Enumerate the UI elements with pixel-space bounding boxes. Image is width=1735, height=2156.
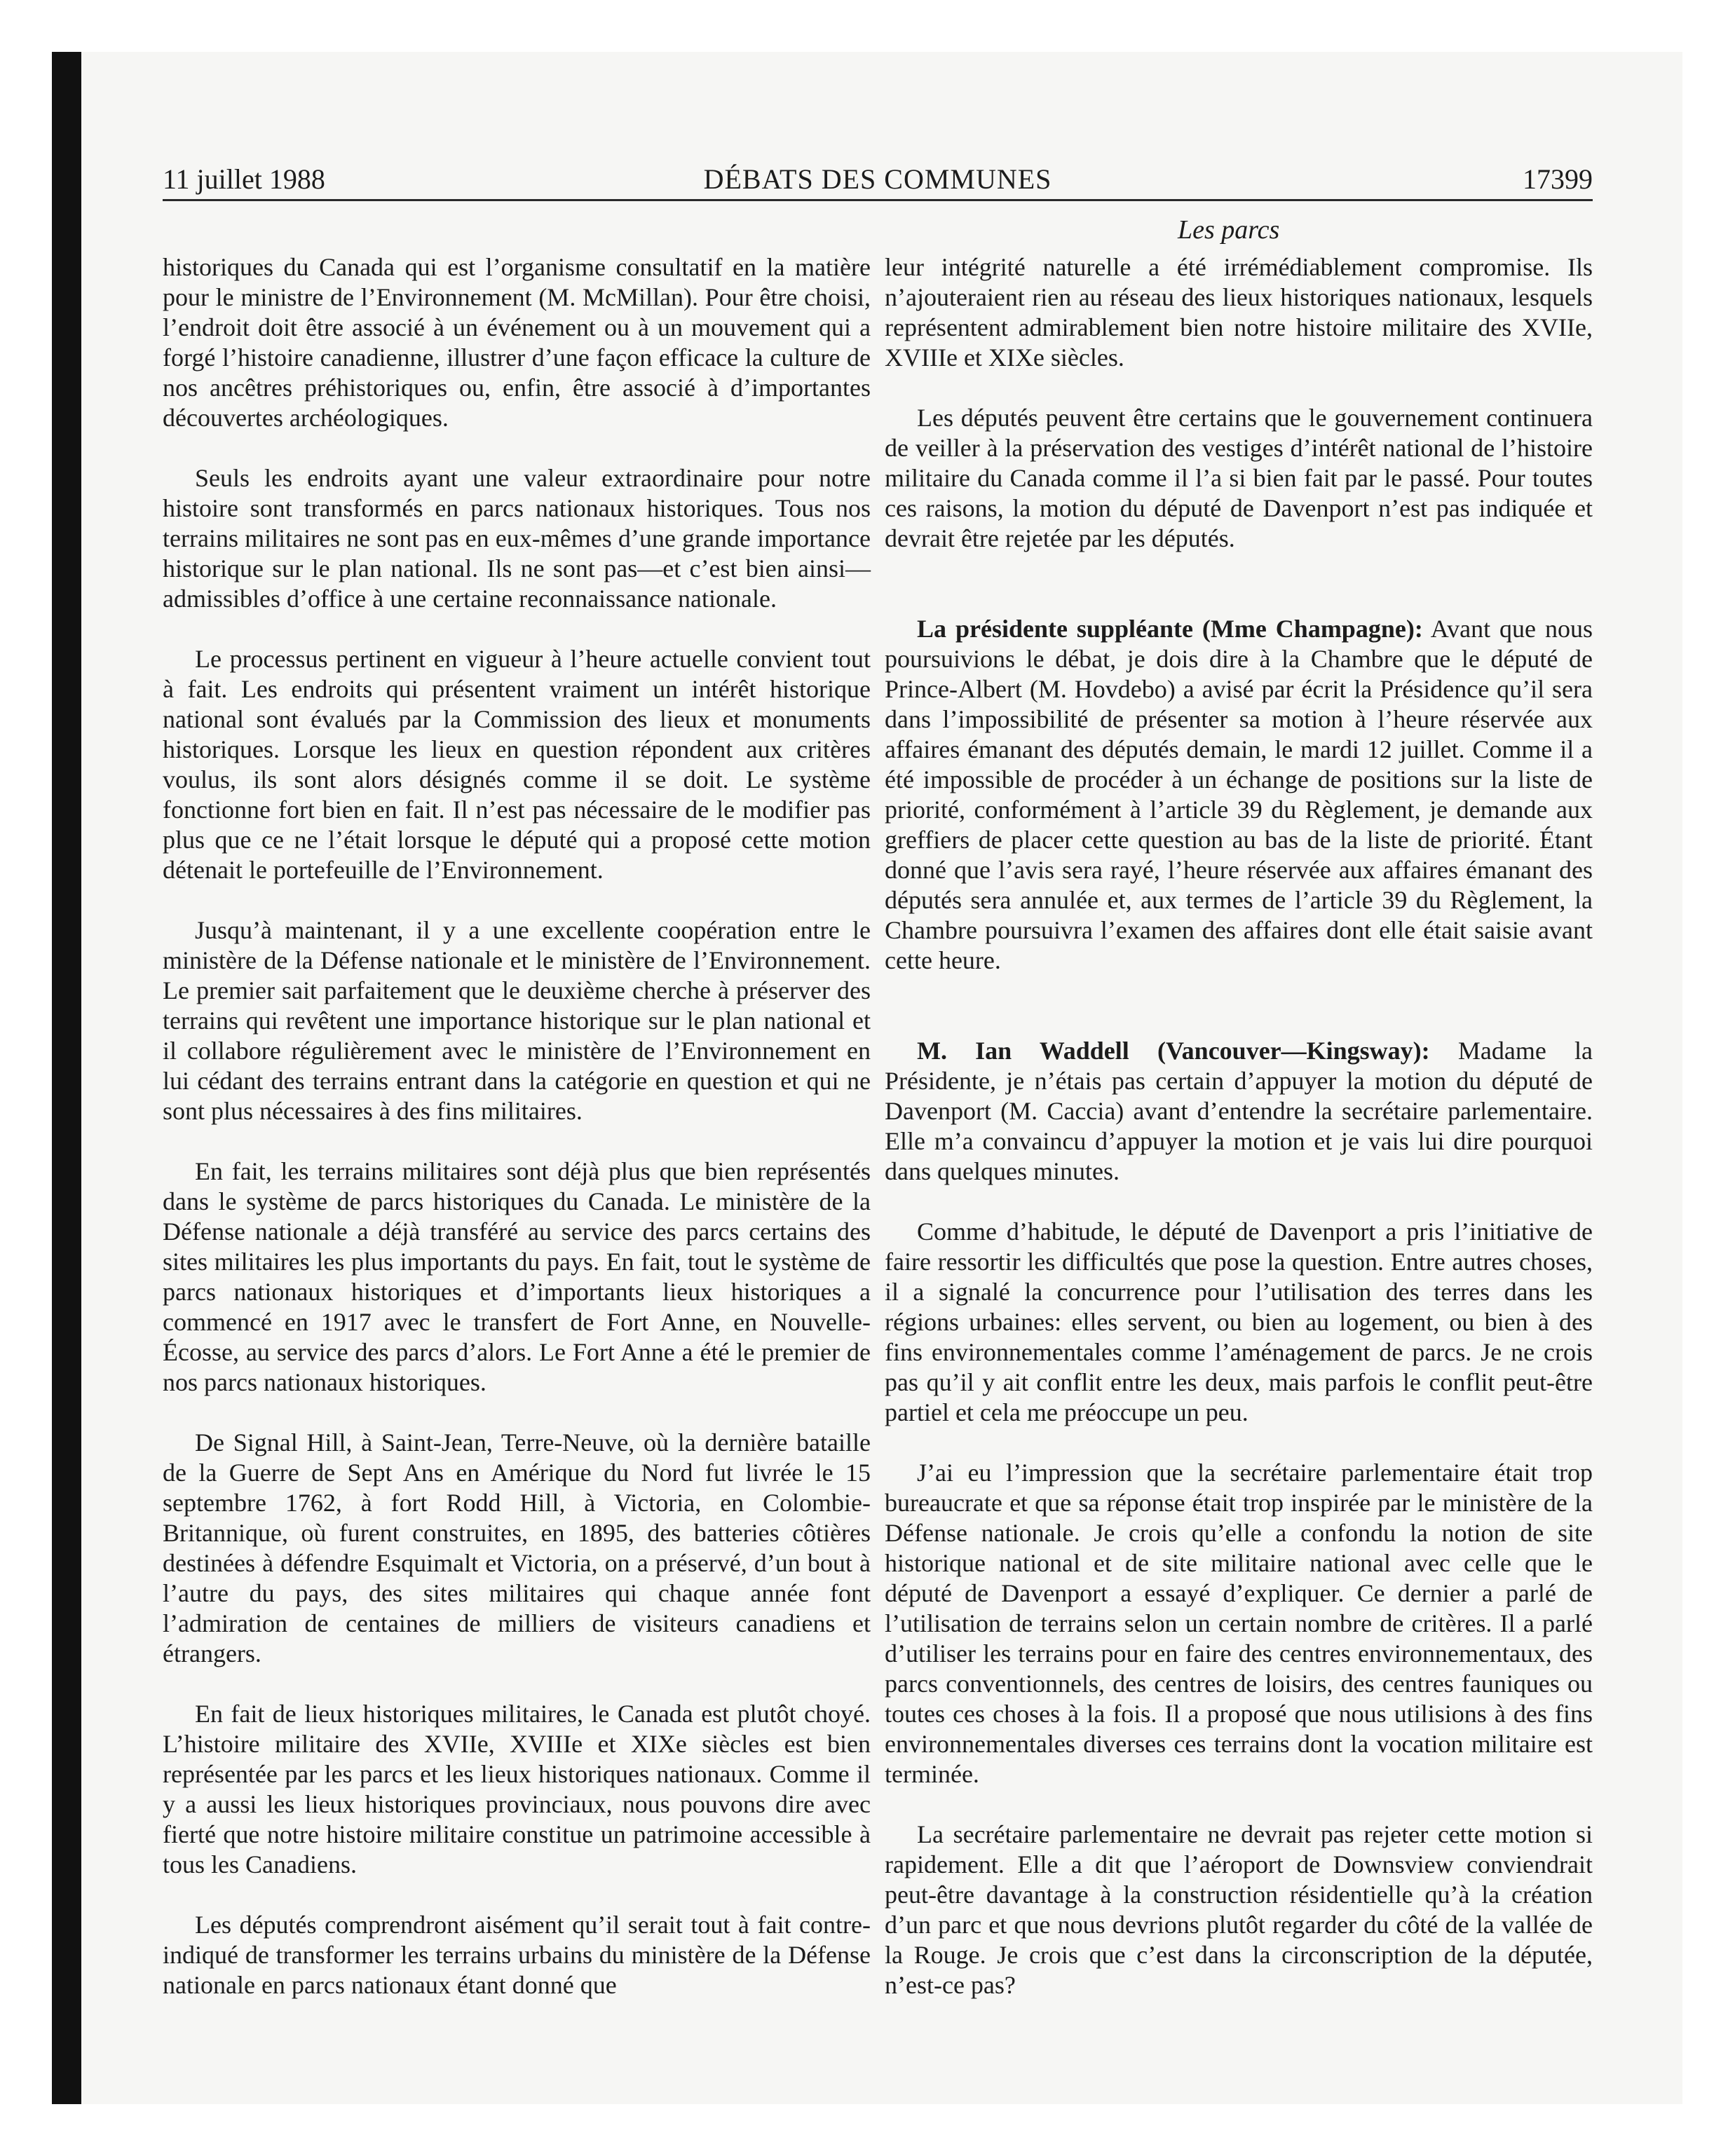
paragraph: Les députés peuvent être certains que le gouvernement continuera de veiller à la préservation des vestiges d’intérêt national de l’histoire militaire du Canada comme il l’a si bien fait par le passé. Pour toutes ces raisons, la motion du député de Davenport n’est pas indiquée et devrait être rejetée par les députés. [885, 404, 1593, 552]
paragraph: Seuls les endroits ayant une valeur extraordinaire pour notre histoire sont transformés en parcs nationaux historiques. Tous nos terrains militaires ne sont pas en eux-mêmes d’une grande importance historique sur le plan national. Ils ne sont pas—et c’est bien ainsi—admissibles d’office à une certaine reconnaissance nationale. [163, 464, 871, 613]
paragraph: Comme d’habitude, le député de Davenport a pris l’initiative de faire ressortir les difficultés que pose la question. Entre autres choses, il a signalé la concurrence pour l’utilisation des terres dans les régions urbaines: elles servent, ou bien au logement, ou bien à des fins environnementales comme l’aménagement de parcs. Je ne crois pas qu’il y ait conflit entre les deux, mais parfois le conflit peut-être partiel et cela me préoccupe un peu. [885, 1217, 1593, 1426]
paragraph: De Signal Hill, à Saint-Jean, Terre-Neuve, où la dernière bataille de la Guerre de Sept Ans en Amérique du Nord fut livrée le 15 septembre 1762, à fort Rodd Hill, à Victoria, en Colombie-Britannique, où furent construites, en 1895, des batteries côtières destinées à défendre Esquimalt et Victoria, on a préservé, d’un bout à l’autre du pays, des sites militaires qui chaque année font l’admiration de centaines de milliers de visiteurs canadiens et étrangers. [163, 1428, 871, 1667]
paragraph: Les députés comprendront aisément qu’il serait tout à fait contre-indiqué de transformer les terrains urbains du ministère de la Défense nationale en parcs nationaux étant donné que [163, 1911, 871, 1999]
page-header [163, 160, 1593, 199]
speaker-name: M. Ian Waddell (Vancouver—Kingsway): [917, 1037, 1430, 1065]
header-page-number: 17399 [1523, 163, 1593, 195]
left-column [163, 252, 871, 2031]
paragraph: En fait de lieux historiques militaires, le Canada est plutôt choyé. L’histoire militaire des XVIIe, XVIIIe et XIXe siècles est bien représentée par les parcs et les lieux historiques nationaux. Comme il y a aussi les lieux historiques provinciaux, nous pouvons dire avec fierté que notre histoire militaire constitue un patrimoine accessible à tous les Canadiens. [163, 1700, 871, 1878]
speaker-paragraph [885, 614, 1593, 976]
header-date: 11 juillet 1988 [163, 163, 325, 195]
right-column [885, 252, 1593, 2031]
paragraph: J’ai eu l’impression que la secrétaire parlementaire était trop bureaucrate et que sa réponse était trop inspirée par le ministère de la Défense nationale. Je crois qu’elle a confondu la notion de site historique national et de site militaire national avec celle que le député de Davenport a essayé d’expliquer. Ce dernier a parlé de l’utilisation de terrains selon un certain nombre de critères. Il a parlé d’utiliser les terrains pour en faire des centres environnementaux, des parcs conventionnels, des centres de loisirs, des centres fauniques ou toutes ces choses à la fois. Il a proposé que nous utilisions à des fins environnementales diverses ces terrains dont la vocation militaire est terminée. [885, 1459, 1593, 1788]
paragraph: Jusqu’à maintenant, il y a une excellente coopération entre le ministère de la Défense nationale et le ministère de l’Environnement. Le premier sait parfaitement que le deuxième cherche à préserver des terrains qui revêtent une importance historique sur le plan national et il collabore régulièrement avec le ministère de l’Environnement en lui cédant des terrains entrant dans la catégorie en question et qui ne sont plus nécessaires à des fins militaires. [163, 916, 871, 1125]
speaker-name: La présidente suppléante (Mme Champagne): [917, 615, 1423, 643]
paragraph: La secrétaire parlementaire ne devrait pas rejeter cette motion si rapidement. Elle a dit que l’aéroport de Downsview conviendrait peut-être davantage à la construction résidentielle qu’à la création d’un parc et que nous devrions plutôt regarder du côté de la vallée de la Rouge. Je crois que c’est dans la circonscription de la députée, n’est-ce pas? [885, 1820, 1593, 1999]
scan-edge [52, 52, 81, 2104]
paragraph: En fait, les terrains militaires sont déjà plus que bien représentés dans le système de parcs historiques du Canada. Le ministère de la Défense nationale a déjà transféré au service des parcs certains des sites militaires les plus importants du pays. En fait, tout le système de parcs nationaux historiques et d’importants lieux historiques a commencé en 1917 avec le transfert de Fort Anne, en Nouvelle-Écosse, au service des parcs d’alors. Le Fort Anne a été le premier de nos parcs nationaux historiques. [163, 1157, 871, 1396]
speech-text: Madame la Présidente, je n’étais pas certain d’appuyer la motion du député de Davenport (M. Caccia) avant d’entendre la secrétaire parlementaire. Elle m’a convaincu d’appuyer la motion et je vais lui dire pourquoi dans quelques minutes. [885, 1037, 1593, 1185]
section-title: Les parcs [1178, 215, 1280, 245]
paragraph: leur intégrité naturelle a été irrémédiablement compromise. Ils n’ajouteraient rien au réseau des lieux historiques nationaux, lesquels représentent admirablement bien notre histoire militaire des XVIIe, XVIIIe et XIXe siècles. [885, 253, 1593, 371]
paragraph: historiques du Canada qui est l’organisme consultatif en la matière pour le ministre de l’Environnement (M. McMillan). Pour être choisi, l’endroit doit être associé à un événement ou à un mouvement qui a forgé l’histoire canadienne, illustrer d’une façon efficace la culture de nos ancêtres préhistoriques ou, enfin, être associé à d’importantes découvertes archéologiques. [163, 253, 871, 432]
header-journal-title: DÉBATS DES COMMUNES [703, 163, 1052, 195]
speech-text: Avant que nous poursuivions le débat, je dois dire à la Chambre que le député de Prince-Albert (M. Hovdebo) a avisé par écrit la Présidence qu’il sera dans l’impossibilité de présenter sa motion à l’heure réservée aux affaires émanant des députés demain, le mardi 12 juillet. Comme il a été impossible de procéder à un échange de positions sur la liste de priorité, conformément à l’article 39 du Règlement, je demande aux greffiers de placer cette question au bas de la liste de priorité. Étant donné que l’avis sera rayé, l’heure réservée aux affaires émanant des députés sera annulée et, aux termes de l’article 39 du Règlement, la Chambre poursuivra l’examen des affaires dont elle était saisie avant cette heure. [885, 615, 1593, 974]
speaker-paragraph [885, 1036, 1593, 1187]
header-rule [163, 199, 1593, 201]
paragraph: Le processus pertinent en vigueur à l’heure actuelle convient tout à fait. Les endroits qui présentent vraiment un intérêt historique national sont évalués par la Commission des lieux et monuments historiques. Lorsque les lieux en question répondent aux critères voulus, ils sont alors désignés comme il se doit. Le système fonctionne fort bien en fait. Il n’est pas nécessaire de le modifier pas plus que ce ne l’était lorsque le député qui a proposé cette motion détenait le portefeuille de l’Environnement. [163, 645, 871, 884]
